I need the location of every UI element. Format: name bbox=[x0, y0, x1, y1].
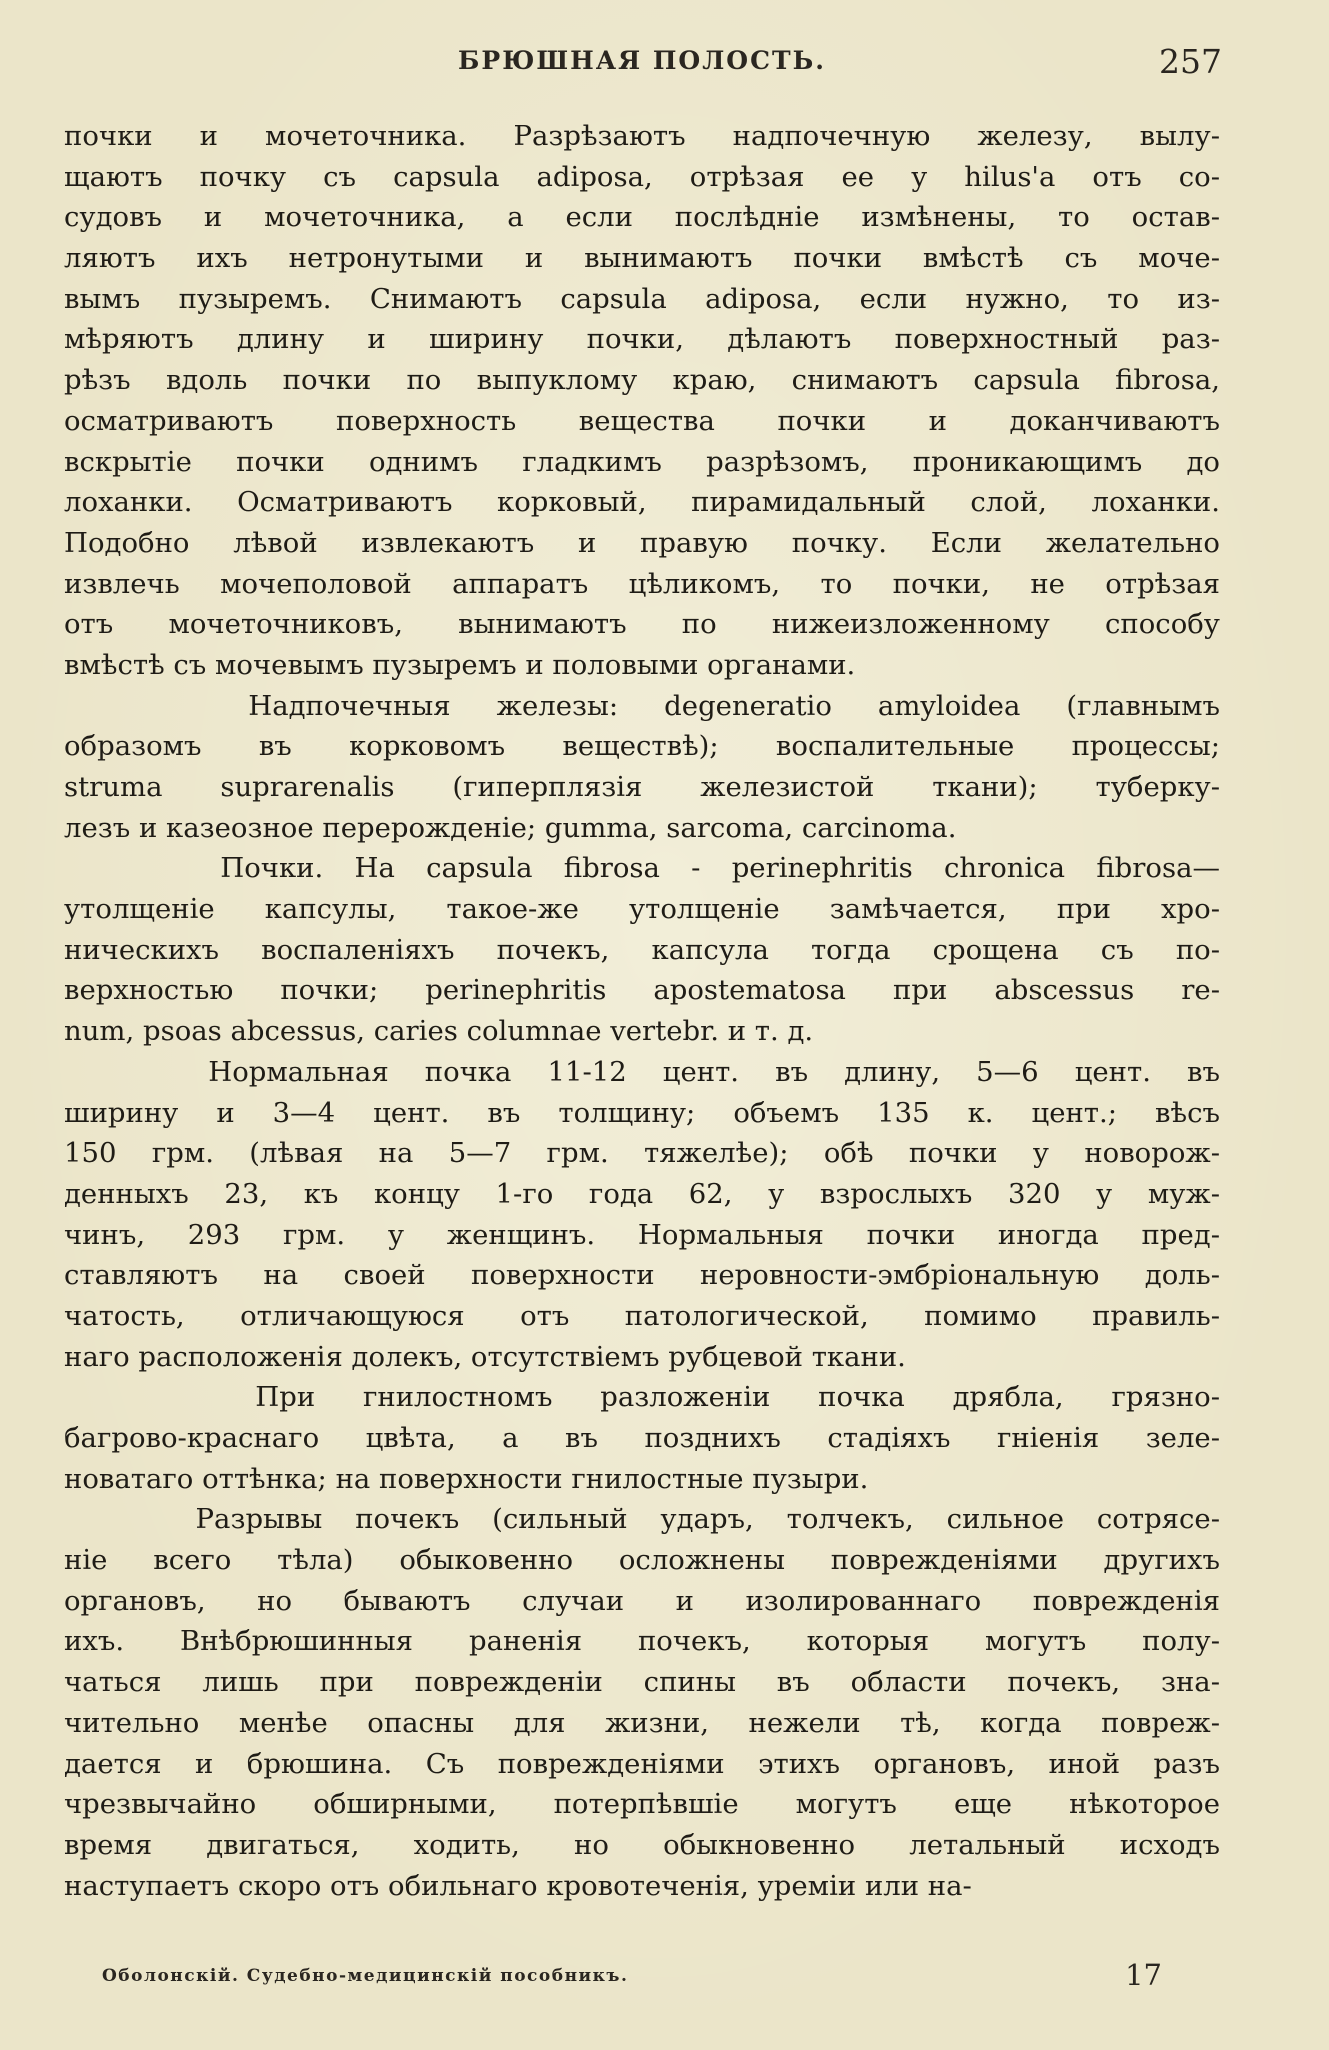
text-line: лезъ и казеозное перерожденiе; gumma, sarcoma, carcinoma. bbox=[64, 811, 957, 844]
paragraph bbox=[64, 848, 1220, 1051]
text-line: чаться лишь при поврежденiи спины въ области почекъ, зна- bbox=[64, 1666, 1220, 1699]
text-line: отъ мочеточниковъ, вынимаютъ по нижеизложенному способу bbox=[64, 608, 1220, 641]
text-line: Нормальная почка 11-12 цент. въ длину, 5—6 цент. въ bbox=[64, 1055, 1220, 1088]
text-line: чительно менѣе опасны для жизни, нежели тѣ, когда повреж- bbox=[64, 1706, 1220, 1739]
text-line: вымъ пузыремъ. Снимаютъ capsula adiposa, если нужно, то из- bbox=[64, 282, 1220, 315]
text-line: вмѣстѣ съ мочевымъ пузыремъ и половыми органами. bbox=[64, 648, 856, 681]
text-line: багрово-краснаго цвѣта, а въ позднихъ стадiяхъ гнiенiя зеле- bbox=[64, 1422, 1220, 1454]
text-line: рѣзъ вдоль почки по выпуклому краю, снимаютъ capsula fibrosa, bbox=[64, 364, 1220, 397]
text-line: щаютъ почку съ capsula adiposa, отрѣзая ее у hilus'a отъ со- bbox=[64, 160, 1220, 193]
paragraph bbox=[64, 1052, 1220, 1378]
text-line: ставляютъ на своей поверхности неровности-эмбрiональную доль- bbox=[64, 1259, 1220, 1292]
text-line: верхностью почки; perinephritis apostematosa при abscessus re- bbox=[64, 974, 1220, 1007]
text-line: дается и брюшина. Съ поврежденiями этихъ органовъ, иной разъ bbox=[64, 1747, 1220, 1780]
text-line: лоханки. Осматриваютъ корковый, пирамидальный слой, лоханки. bbox=[64, 486, 1220, 519]
text-line: чатость, отличающуюся отъ патологической, помимо правиль- bbox=[64, 1299, 1220, 1332]
text-line: нiе всего тѣла) обыковенно осложнены поврежденiями другихъ bbox=[64, 1544, 1220, 1577]
page-number: 257 bbox=[1159, 42, 1222, 81]
text-line: образомъ въ корковомъ веществѣ); воспалительные процессы; bbox=[64, 730, 1220, 763]
text-line: num, psoas abcessus, caries columnae vertebr. и т. д. bbox=[64, 1015, 814, 1048]
text-line: Почки. На capsula fibrosa - perinephritis chronica fibrosa— bbox=[64, 852, 1220, 885]
signature-mark: 17 bbox=[1125, 1958, 1162, 1992]
text-line: Подобно лѣвой извлекаютъ и правую почку. Если желательно bbox=[64, 526, 1220, 559]
text-line: денныхъ 23, къ концу 1-го года 62, у взрослыхъ 320 у муж- bbox=[64, 1177, 1220, 1210]
text-line: struma suprarenalis (гиперплязiя железистой ткани); туберку- bbox=[64, 771, 1220, 803]
text-line: ихъ. Внѣбрюшинныя раненiя почекъ, которыя могутъ полу- bbox=[64, 1625, 1220, 1658]
text-line: судовъ и мочеточника, а если послѣднiе измѣнены, то остав- bbox=[64, 201, 1220, 234]
text-line: мѣряютъ длину и ширину почки, дѣлаютъ поверхностный раз- bbox=[64, 323, 1220, 356]
page-header bbox=[62, 42, 1222, 86]
text-line: ническихъ воспаленiяхъ почекъ, капсула тогда срощена съ по- bbox=[64, 933, 1220, 966]
running-title: БРЮШНАЯ ПОЛОСТЬ. bbox=[458, 46, 826, 75]
body-text bbox=[64, 116, 1220, 1906]
paragraph bbox=[64, 1499, 1220, 1906]
text-line: ляютъ ихъ нетронутыми и вынимаютъ почки вмѣстѣ съ моче- bbox=[64, 242, 1220, 275]
text-line: осматриваютъ поверхность вещества почки и доканчиваютъ bbox=[64, 404, 1220, 437]
text-line: чинъ, 293 грм. у женщинъ. Нормальныя почки иногда пред- bbox=[64, 1218, 1220, 1251]
text-line: 150 грм. (лѣвая на 5—7 грм. тяжелѣе); обѣ почки у новорож- bbox=[64, 1137, 1220, 1170]
text-line: утолщенiе капсулы, такое-же утолщенiе замѣчается, при хро- bbox=[64, 893, 1220, 926]
text-line: наго расположенiя долекъ, отсутствiемъ рубцевой ткани. bbox=[64, 1340, 906, 1373]
text-line: При гнилостномъ разложенiи почка дрябла, грязно- bbox=[64, 1381, 1220, 1414]
text-line: Надпочечныя железы: degeneratio amyloidea (главнымъ bbox=[64, 689, 1220, 722]
text-line: почки и мочеточника. Разрѣзаютъ надпочечную железу, вылу- bbox=[64, 120, 1220, 152]
paragraph bbox=[64, 686, 1220, 849]
text-line: органовъ, но бываютъ случаи и изолированнаго поврежденiя bbox=[64, 1584, 1220, 1617]
page-footer bbox=[102, 1958, 1162, 1998]
text-line: Разрывы почекъ (сильный ударъ, толчекъ, сильное сотрясе- bbox=[64, 1503, 1220, 1536]
text-line: ширину и 3—4 цент. въ толщину; объемъ 135 к. цент.; вѣсъ bbox=[64, 1096, 1220, 1129]
footer-source: Оболонскiй. Судебно-медицинскiй пособникъ. bbox=[102, 1966, 629, 1986]
text-line: новатаго оттѣнка; на поверхности гнилостные пузыри. bbox=[64, 1462, 869, 1495]
text-line: чрезвычайно обширными, потерпѣвшiе могутъ еще нѣкоторое bbox=[64, 1788, 1220, 1821]
text-line: наступаетъ скоро отъ обильнаго кровотеченiя, уремiи или на- bbox=[64, 1869, 972, 1902]
text-line: время двигаться, ходить, но обыкновенно летальный исходъ bbox=[64, 1828, 1220, 1861]
paragraph bbox=[64, 1377, 1220, 1499]
text-line: извлечь мочеполовой аппаратъ цѣликомъ, то почки, не отрѣзая bbox=[64, 567, 1220, 600]
paragraph bbox=[64, 116, 1220, 686]
text-line: вскрытiе почки однимъ гладкимъ разрѣзомъ, проникающимъ до bbox=[64, 445, 1220, 478]
